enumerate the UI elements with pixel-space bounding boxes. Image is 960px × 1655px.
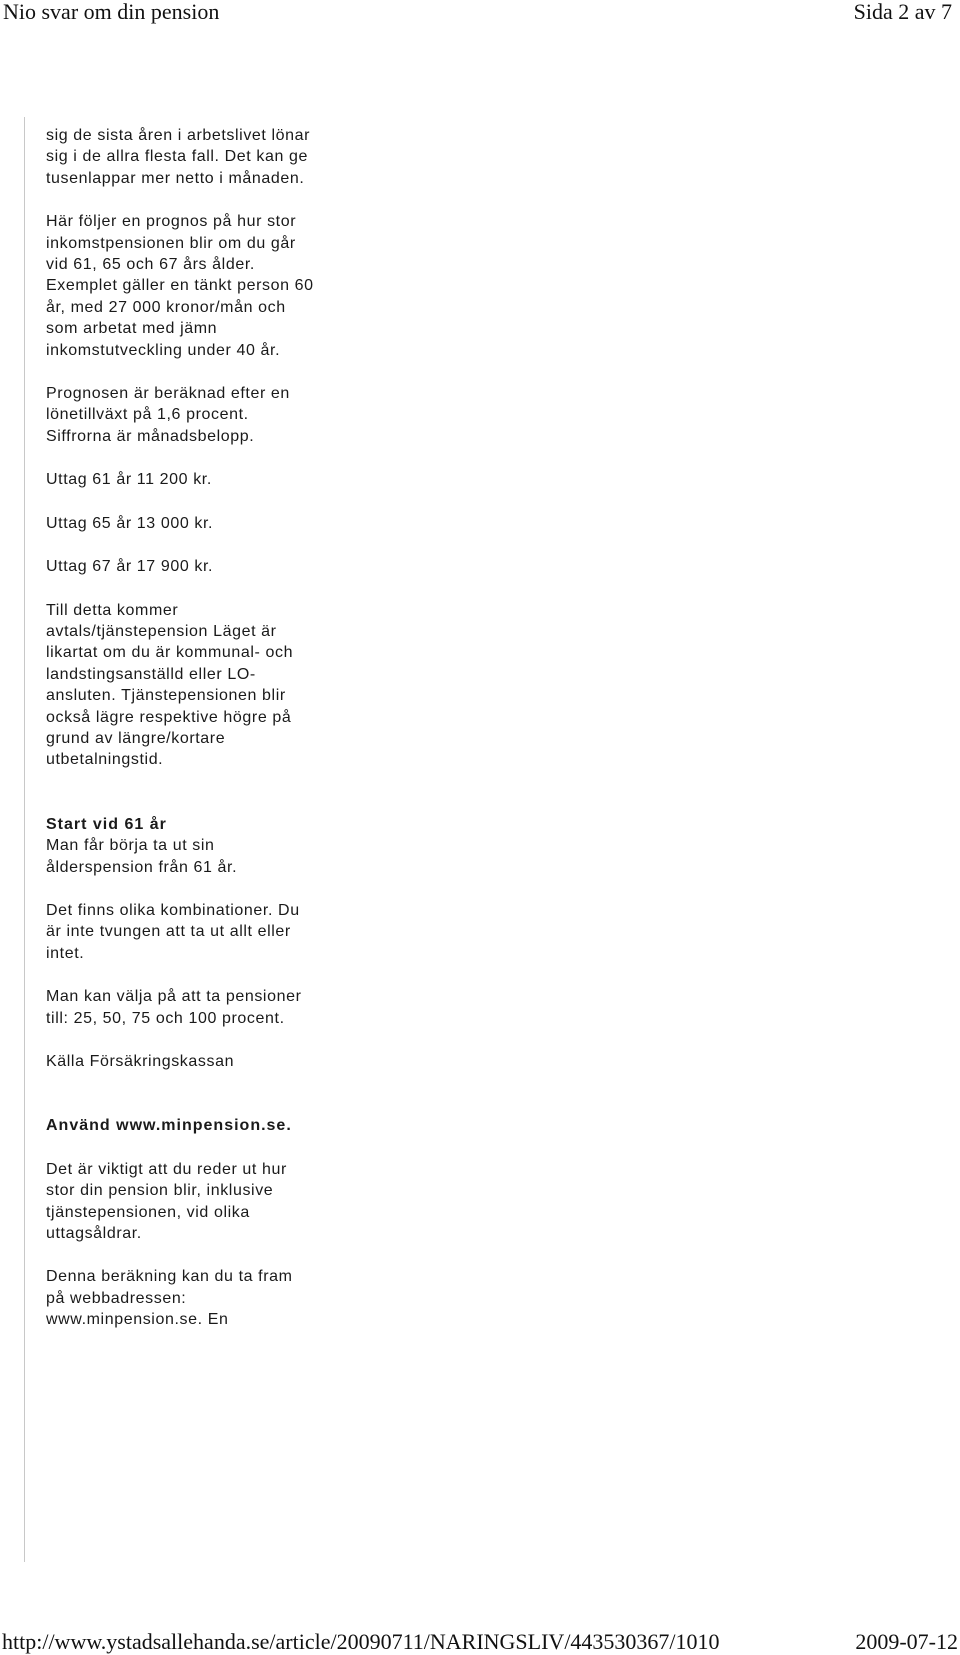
- start-61-block: [46, 814, 316, 878]
- page-header-title: Nio svar om din pension: [3, 0, 220, 24]
- footer-date: 2009-07-12: [855, 1629, 958, 1654]
- withdrawal-67: Uttag 67 år 17 900 kr.: [46, 558, 214, 576]
- percent-options-paragraph: Man kan välja på att ta pensioner till: 25, 50, 75 och 100 procent.: [46, 988, 302, 1027]
- section-heading-minpension: [46, 1115, 316, 1136]
- page-number: Sida 2 av 7: [853, 0, 952, 24]
- minpension-heading-text: Använd www.minpension.se.: [46, 1117, 292, 1135]
- withdrawal-65: Uttag 65 år 13 000 kr.: [46, 514, 214, 532]
- start-61-text: Man får börja ta ut sin ålderspension från 61 år.: [46, 837, 238, 876]
- assumption-paragraph: Prognosen är beräknad efter en lönetillväxt på 1,6 procent. Siffrorna är månadsbelopp.: [46, 385, 290, 445]
- source-line: Källa Försäkringskassan: [46, 1053, 235, 1070]
- minpension-paragraph-2: Denna beräkning kan du ta fram på webbadressen: www.minpension.se. En: [46, 1268, 293, 1329]
- withdrawal-61: Uttag 61 år 11 200 kr.: [46, 471, 212, 489]
- combinations-paragraph: Det finns olika kombinationer. Du är inte tvungen att ta ut allt eller intet.: [46, 901, 300, 962]
- section-heading-start-61: Start vid 61 år: [46, 815, 167, 833]
- minpension-paragraph-1: Det är viktigt att du reder ut hur stor din pension blir, inklusive tjänstepensionen, vid olika uttagsåldrar.: [46, 1160, 287, 1243]
- occupational-pension-paragraph: Till detta kommer avtals/tjänstepension Läget är likartat om du är kommunal- och landstingsanställd eller LO-ansluten. Tjänstepensionen blir också lägre respektive högre på grund av längre/kortare utbetalningstid.: [46, 601, 294, 769]
- intro-paragraph: sig de sista åren i arbetslivet lönar sig i de allra flesta fall. Det kan ge tusenlappar mer netto i månaden.: [46, 127, 311, 187]
- prognosis-paragraph: Här följer en prognos på hur stor inkomstpensionen blir om du går vid 61, 65 och 67 års ålder. Exemplet gäller en tänkt person 60 år, med 27 000 kronor/mån och som arbetat med jämn inkomstutveckling under 40 år.: [46, 213, 314, 359]
- footer-url: http://www.ystadsallehanda.se/article/20090711/NARINGSLIV/443530367/1010: [2, 1629, 720, 1654]
- column-divider: [24, 117, 25, 1562]
- article-body: [46, 125, 316, 1353]
